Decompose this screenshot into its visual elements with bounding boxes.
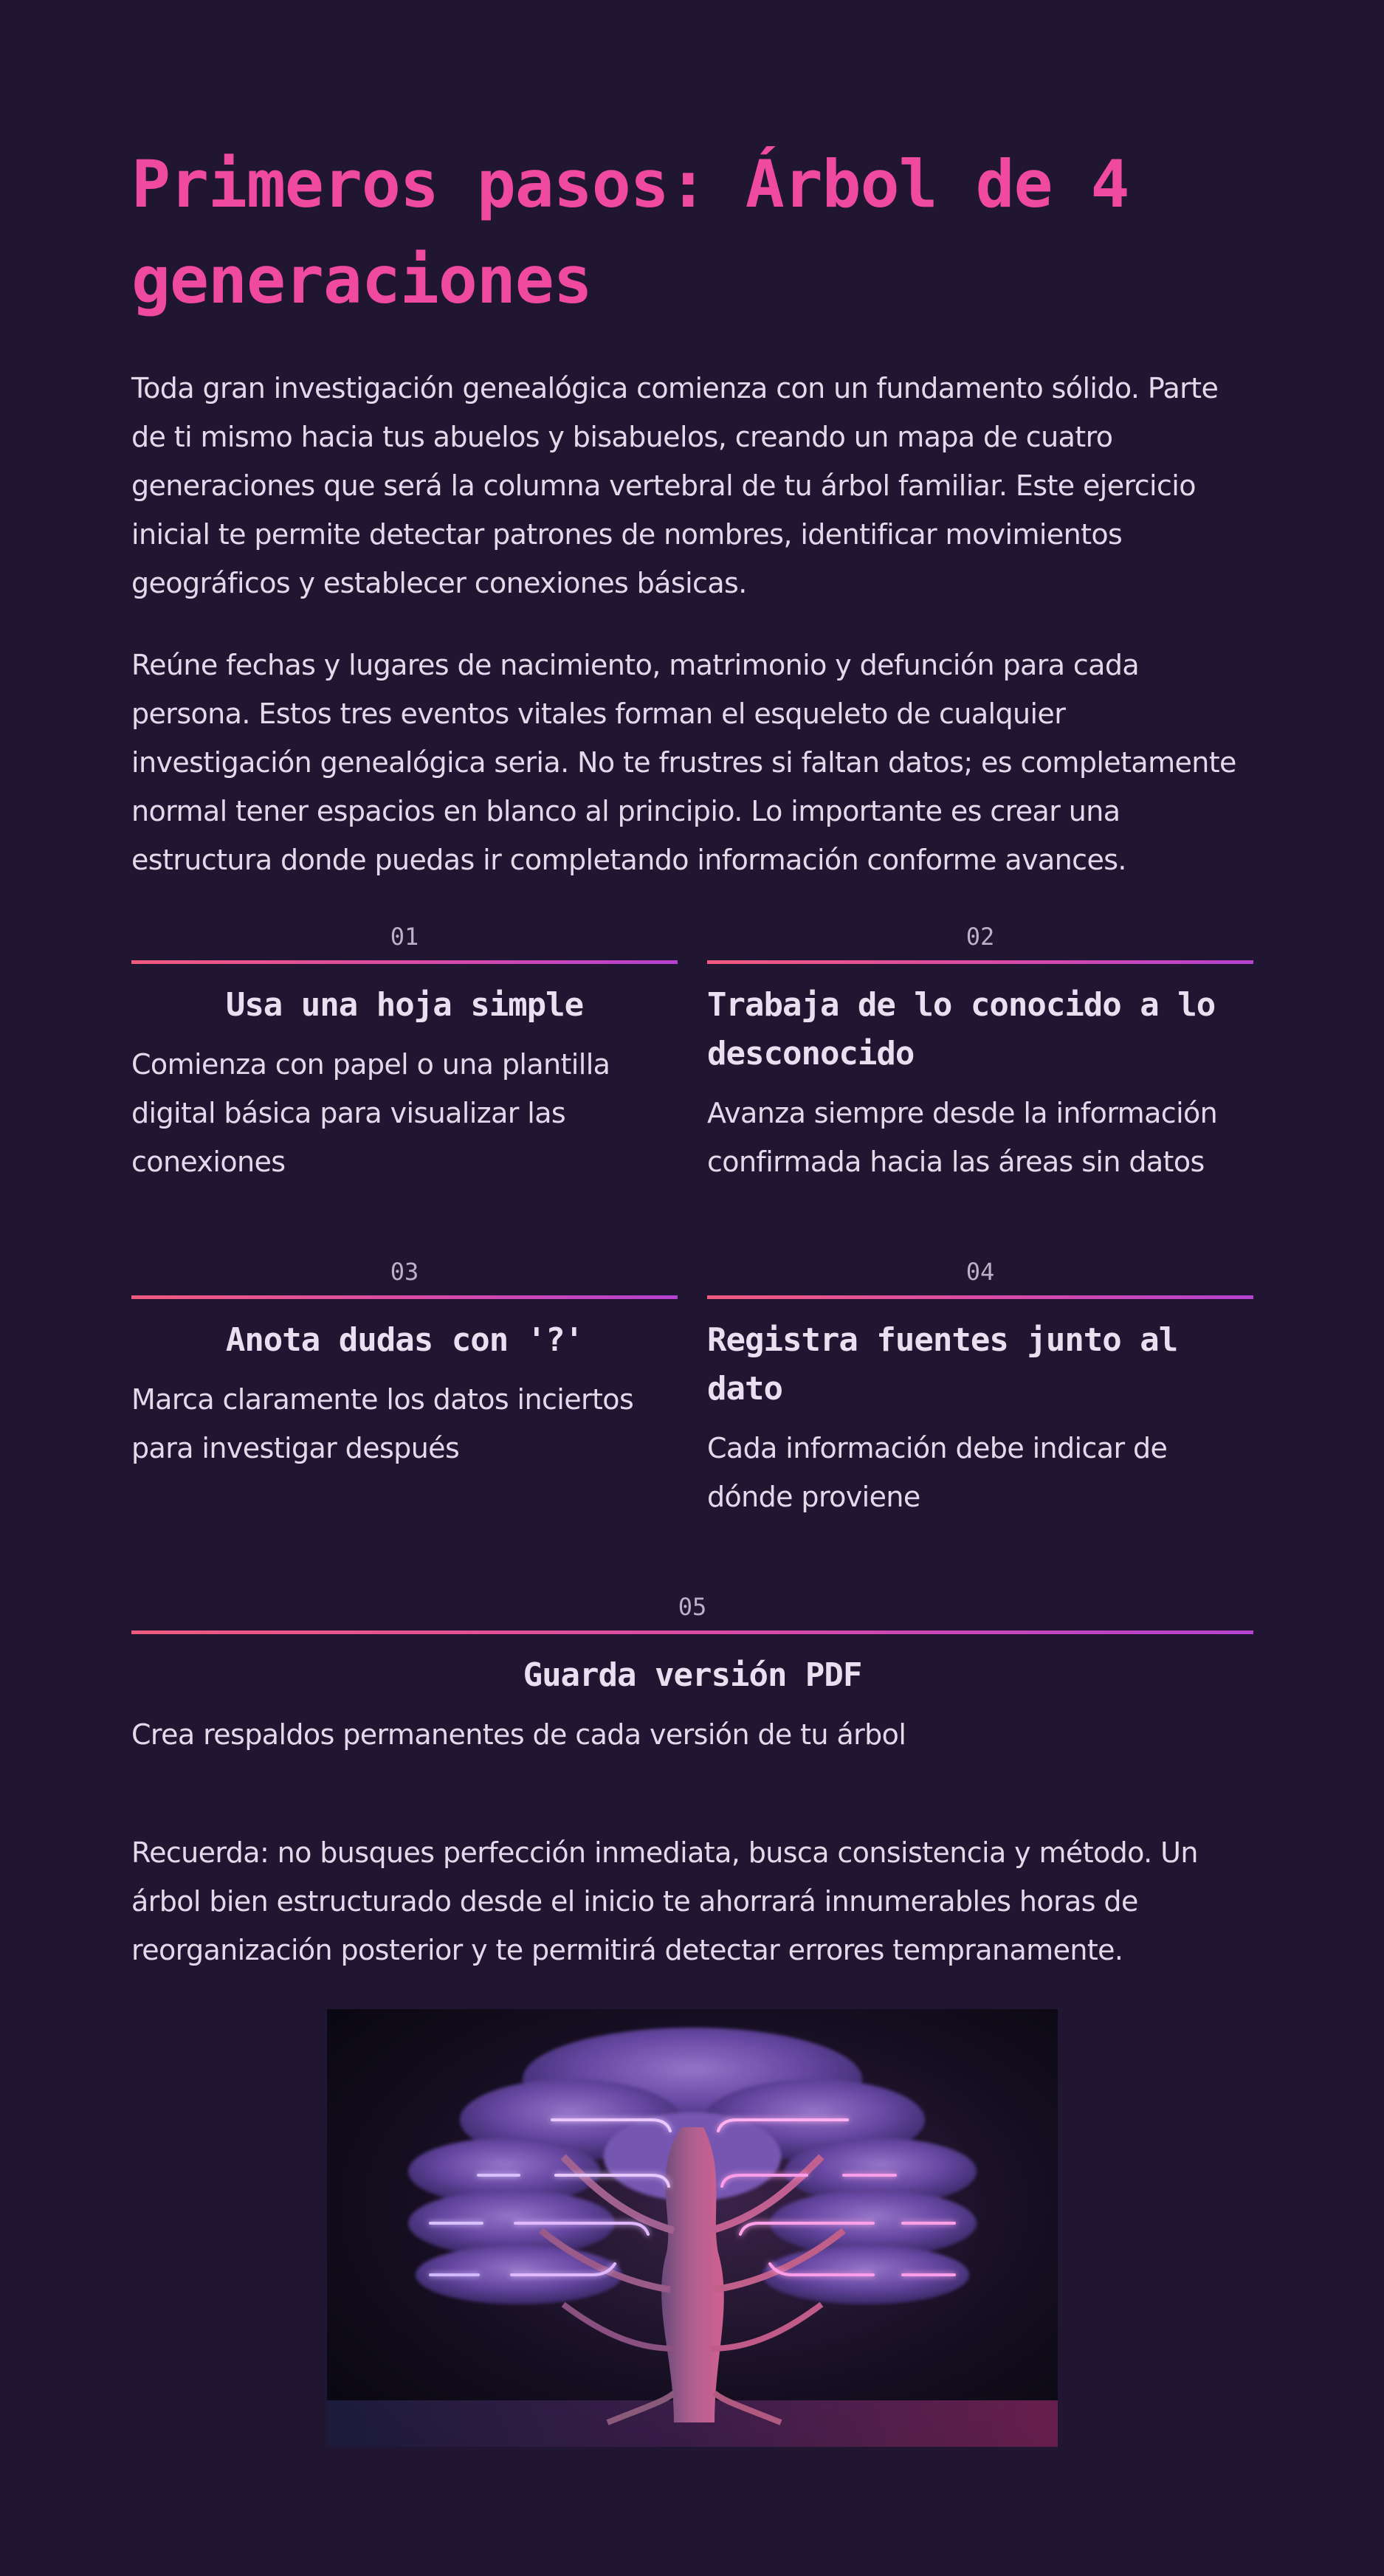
step-description: Avanza siempre desde la información confirmada hacia las áreas sin datos <box>707 1097 1218 1178</box>
step-description: Comienza con papel o una plantilla digital básica para visualizar las conexiones <box>131 1048 610 1178</box>
step-description: Marca claramente los datos inciertos para investigar después <box>131 1383 634 1464</box>
intro-paragraph-1: Toda gran investigación genealógica comienza con un fundamento sólido. Parte de ti mismo hacia tus abuelos y bisabuelos, creando un mapa de cuatro generaciones que será la columna vertebral de tu árbol familiar. Este ejercicio inicial te permite detectar patrones de nombres, identificar movimientos geográficos y establecer conexiones básicas. <box>131 372 1219 599</box>
step-description: Cada información debe indicar de dónde proviene <box>707 1432 1168 1513</box>
step-divider <box>131 1630 1253 1634</box>
step-number: 04 <box>965 1258 995 1286</box>
step-number: 03 <box>390 1258 419 1286</box>
neon-family-tree-illustration <box>327 2009 1058 2447</box>
step-title: Usa una hoja simple <box>225 986 584 1024</box>
step-number: 01 <box>390 923 419 951</box>
closing-paragraph: Recuerda: no busques perfección inmediata, busca consistencia y método. Un árbol bien estructurado desde el inicio te ahorrará innumerables horas de reorganización posterior y te permitirá detectar errores tempranamente. <box>131 1836 1198 1966</box>
step-divider <box>131 960 678 964</box>
step-number: 05 <box>678 1593 707 1621</box>
step-description: Crea respaldos permanentes de cada versión de tu árbol <box>131 1718 906 1751</box>
step-divider <box>707 960 1253 964</box>
step-title: Trabaja de lo conocido a lo desconocido <box>707 986 1216 1072</box>
page-title: Primeros pasos: Árbol de 4 generaciones <box>131 146 1129 318</box>
step-title: Registra fuentes junto al dato <box>707 1321 1178 1408</box>
step-title: Anota dudas con '?' <box>225 1321 584 1359</box>
step-number: 02 <box>965 923 995 951</box>
step-title: Guarda versión PDF <box>523 1656 862 1694</box>
step-divider <box>707 1295 1253 1299</box>
step-divider <box>131 1295 678 1299</box>
intro-paragraph-2: Reúne fechas y lugares de nacimiento, matrimonio y defunción para cada persona. Estos tres eventos vitales forman el esqueleto de cualquier investigación genealógica seria. No te frustres si faltan datos; es completamente normal tener espacios en blanco al principio. Lo importante es crear una estructura donde puedas ir completando información conforme avances. <box>131 649 1236 876</box>
